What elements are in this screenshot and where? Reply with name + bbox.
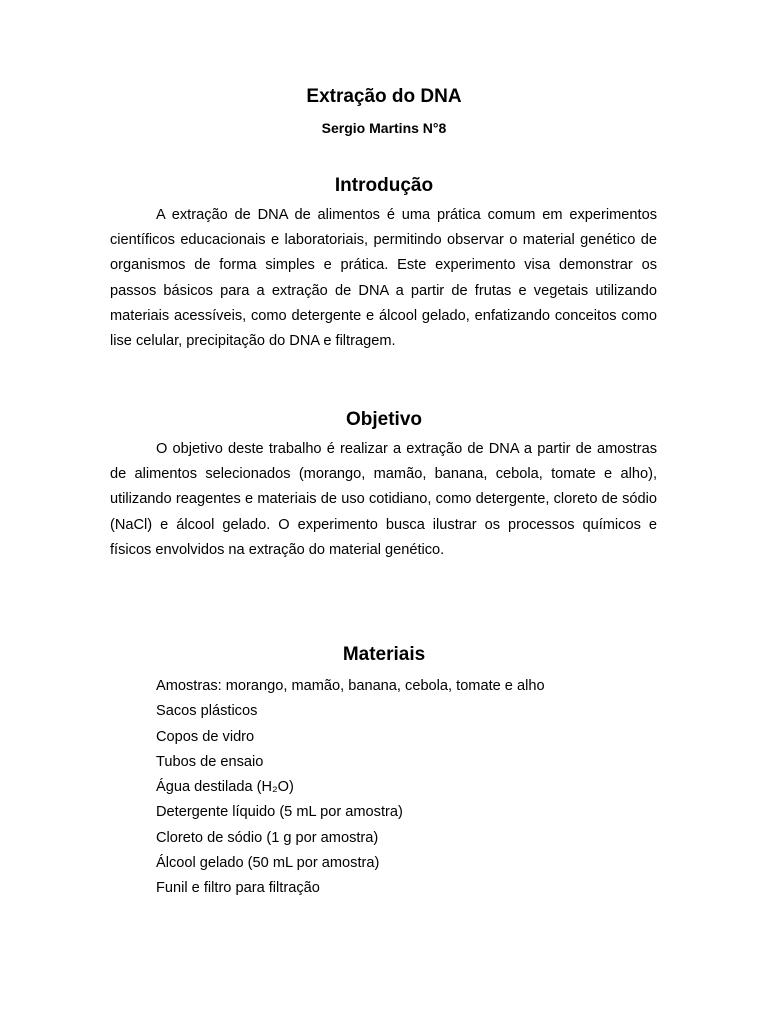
list-item: Água destilada (H₂O) (156, 779, 294, 796)
list-item: Tubos de ensaio (156, 753, 264, 770)
list-item: Sacos plásticos (156, 703, 258, 720)
document-title: Extração do DNA (306, 86, 462, 107)
list-item: Copos de vidro (156, 728, 255, 745)
materials-list (156, 674, 545, 902)
list-item: Funil e filtro para filtração (156, 880, 320, 897)
list-item: Detergente líquido (5 mL por amostra) (156, 804, 403, 821)
section-heading-materiais: Materiais (342, 644, 426, 665)
list-item: Cloreto de sódio (1 g por amostra) (156, 829, 379, 846)
section-heading-objetivo: Objetivo (345, 409, 422, 430)
document-author: Sergio Martins N°8 (321, 120, 447, 136)
section-heading-introducao: Introdução (334, 175, 434, 196)
list-item: Amostras: morango, mamão, banana, cebola, tomate e alho (156, 678, 545, 694)
paragraph-introducao: A extração de DNA de alimentos é uma prática comum em experimentos científicos educacionais e laboratoriais, permitindo observar o material genético de organismos de forma simples e prática. Este experimento visa demonstrar os passos básicos para a extração de DNA a partir de frutas e vegetais utilizando materiais acessíveis, como detergente e álcool gelado, enfatizando conceitos como lise celular, precipitação do DNA e filtragem. (110, 207, 657, 350)
list-item: Álcool gelado (50 mL por amostra) (156, 855, 380, 872)
paragraph-objetivo: O objetivo deste trabalho é realizar a extração de DNA a partir de amostras de alimentos selecionados (morango, mamão, banana, cebola, tomate e alho), utilizando reagentes e materiais de uso cotidiano, como detergente, cloreto de sódio (NaCl) e álcool gelado. O experimento busca ilustrar os processos químicos e físicos envolvidos na extração do material genético. (110, 441, 657, 558)
